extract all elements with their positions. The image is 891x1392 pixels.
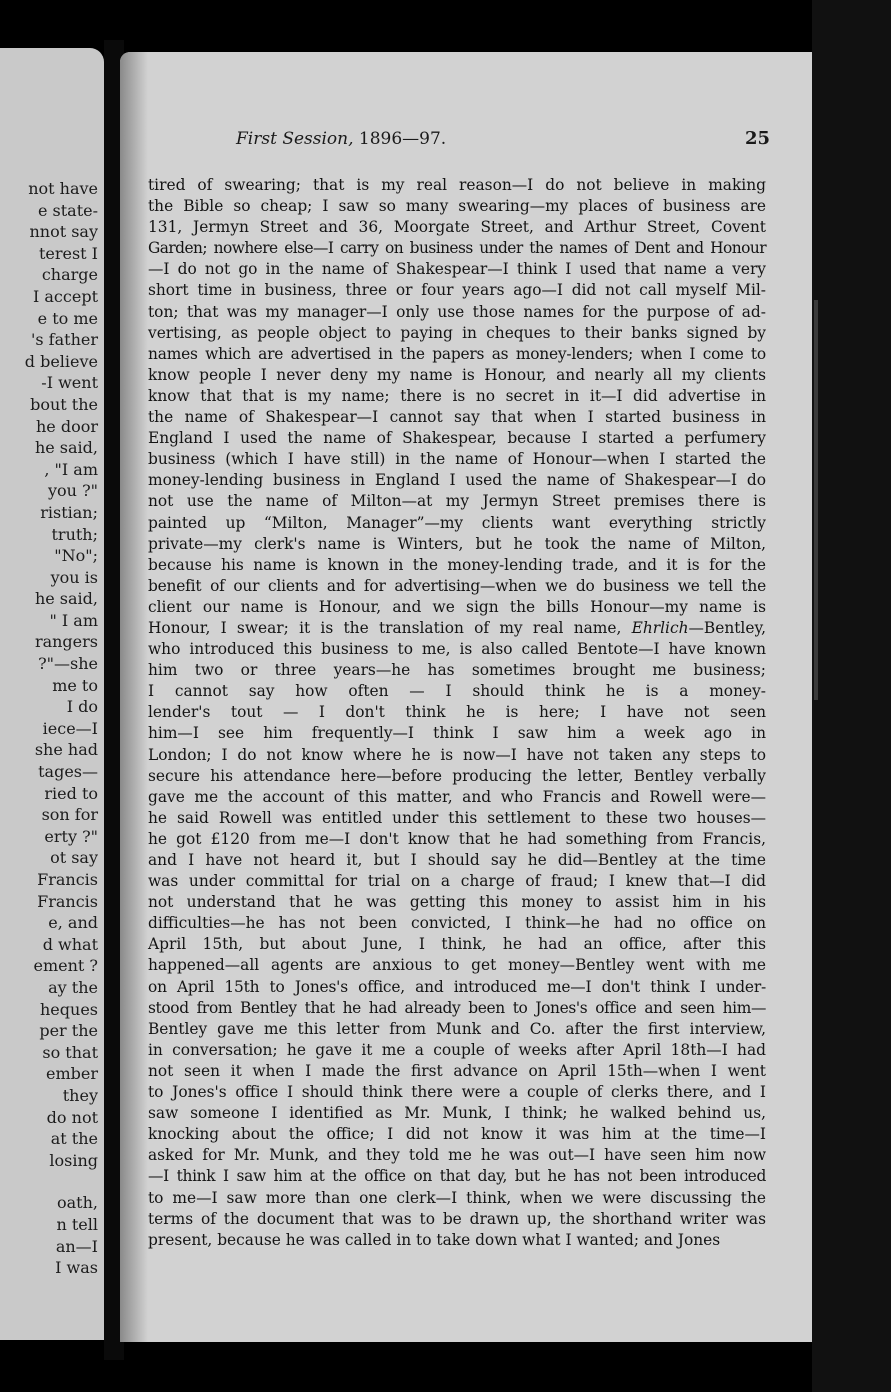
left-page: [0, 48, 104, 1340]
text-line: him two or three years—he has sometimes brought me business;: [148, 661, 766, 680]
text-line: Bentley gave me this letter from Munk and Co. after the first interview,: [148, 1019, 766, 1038]
page-edge-highlight: [814, 300, 818, 700]
left-line: oath,: [57, 1193, 98, 1213]
left-line: you ?": [48, 481, 98, 501]
text-line: in conversation; he gave it me a couple of weeks after April 18th—I had: [148, 1040, 766, 1059]
left-line: e state-: [37, 200, 98, 220]
page-edge-shadow: [812, 0, 891, 1392]
left-line: do not: [46, 1107, 98, 1127]
left-line: terest I: [38, 243, 98, 263]
spine-shadow: [120, 52, 148, 1342]
text-line: vertising, as people object to paying in cheques to their banks signed by: [148, 323, 766, 342]
text-line: painted up “Milton, Manager”—my clients want everything strictly: [148, 513, 766, 532]
text-line: I cannot say how often — I should think he is a money-: [148, 682, 766, 701]
text-line: not seen it when I made the first advance on April 15th—when I went: [148, 1061, 766, 1080]
left-line: ?"—she: [38, 654, 98, 674]
text-line: April 15th, but about June, I think, he had an office, after this: [148, 935, 766, 954]
left-line: , "I am: [44, 459, 98, 479]
left-line: tages—: [38, 762, 98, 782]
text-line: who introduced this business to me, is also called Bentote—I have known: [148, 640, 766, 659]
text-line: know people I never deny my name is Honour, and nearly all my clients: [148, 365, 766, 384]
text-line: terms of the document that was to be drawn up, the shorthand writer was: [148, 1209, 766, 1228]
left-line: nnot say: [29, 222, 98, 242]
left-line: heques: [40, 999, 98, 1019]
text-line: Honour, I swear; it is the translation of my real name, Ehrlich—Bentley,: [148, 618, 766, 637]
text-line: not use the name of Milton—at my Jermyn Street premises there is: [148, 492, 766, 511]
left-line: charge: [41, 265, 98, 285]
italic-name: Ehrlich: [631, 618, 689, 637]
text-line: him—I see him frequently—I think I saw him a week ago in: [148, 724, 766, 743]
text-line: benefit of our clients and for advertising—when we do business we tell the: [148, 576, 766, 595]
left-line: d what: [42, 934, 98, 954]
text-line: on April 15th to Jones's office, and introduced me—I don't think I under-: [148, 977, 766, 996]
left-line: son for: [41, 805, 98, 825]
text-line: Garden; nowhere else—I carry on business under the names of Dent and Honour: [148, 239, 766, 258]
left-line: at the: [50, 1129, 98, 1149]
left-line: e to me: [37, 308, 98, 328]
text-line: client our name is Honour, and we sign the bills Honour—my name is: [148, 597, 766, 616]
left-line: bout the: [30, 394, 98, 414]
page-number: 25: [745, 128, 771, 149]
text-line: saw someone I identified as Mr. Munk, I think; he walked behind us,: [148, 1104, 766, 1123]
running-head-title: First Session,: [236, 129, 354, 149]
text-line: short time in business, three or four years ago—I did not call myself Mil-: [148, 281, 766, 300]
left-line: you is: [50, 567, 98, 587]
left-line: rangers: [34, 632, 98, 652]
text-line: 131, Jermyn Street and 36, Moorgate Street, and Arthur Street, Covent: [148, 218, 766, 237]
left-line: ement ?: [33, 956, 98, 976]
text-line: he said Rowell was entitled under this settlement to these two houses—: [148, 808, 766, 827]
text-line: —I do not go in the name of Shakespear—I think I used that name a very: [148, 260, 766, 279]
text-line: England I used the name of Shakespear, because I started a perfumery: [148, 429, 766, 448]
left-line: e, and: [48, 913, 98, 933]
text-line: the name of Shakespear—I cannot say that when I started business in: [148, 408, 766, 427]
text-line: names which are advertised in the papers as money-lenders; when I come to: [148, 344, 766, 363]
left-line: truth;: [51, 524, 98, 544]
left-line: 's father: [30, 330, 98, 350]
text-line: present, because he was called in to take down what I wanted; and Jones: [148, 1230, 721, 1249]
left-line: per the: [39, 1021, 98, 1041]
text-line: asked for Mr. Munk, and they told me he was out—I have seen him now: [148, 1146, 766, 1165]
left-line: n tell: [56, 1214, 98, 1234]
text-line: tired of swearing; that is my real reason—I do not believe in making: [148, 176, 766, 194]
left-line: Francis: [37, 870, 98, 889]
text-line: gave me the account of this matter, and who Francis and Rowell were—: [148, 787, 766, 806]
left-line: erty ?": [44, 826, 98, 846]
left-line: ristian;: [40, 502, 98, 522]
left-line: -I went: [41, 373, 98, 393]
left-line: not have: [28, 179, 98, 198]
left-line: an—I: [55, 1236, 98, 1256]
left-line: "No";: [54, 546, 98, 566]
text-line: money-lending business in England I used the name of Shakespear—I do: [148, 471, 766, 490]
text-line: and I have not heard it, but I should say he did—Bentley at the time: [148, 851, 766, 869]
left-line: iece—I: [42, 718, 98, 738]
left-line: he door: [35, 416, 98, 436]
text-line: —I think I saw him at the office on that day, but he has not been introduced: [148, 1167, 766, 1186]
left-line: ember: [46, 1064, 98, 1084]
left-line: I do: [66, 697, 98, 717]
left-line: Francis: [37, 891, 98, 911]
text-line: was under committal for trial on a charge of fraud; I knew that—I did: [148, 872, 766, 891]
text-line: secure his attendance here—before producing the letter, Bentley verbally: [148, 766, 766, 785]
text-line: difficulties—he has not been convicted, I think—he had no office on: [148, 914, 766, 933]
left-line: me to: [52, 675, 98, 695]
left-line: ried to: [44, 783, 98, 803]
left-line: ay the: [48, 977, 98, 997]
left-line: they: [62, 1085, 98, 1105]
text-line: ton; that was my manager—I only use those names for the purpose of ad-: [148, 302, 766, 321]
text-line: private—my clerk's name is Winters, but he took the name of Milton,: [148, 534, 766, 553]
text-line: know that that is my name; there is no secret in it—I did advertise in: [148, 386, 766, 405]
running-head-years: 1896—97.: [358, 129, 447, 149]
text-line: stood from Bentley that he had already been to Jones's office and seen him—: [148, 998, 766, 1017]
text-line: happened—all agents are anxious to get money—Bentley went with me: [148, 956, 766, 975]
left-line: " I am: [49, 610, 98, 630]
left-line: d believe: [24, 351, 98, 371]
left-line: ot say: [50, 848, 98, 868]
text-line: not understand that he was getting this money to assist him in his: [148, 893, 766, 912]
text-line: the Bible so cheap; I saw so many swearing—my places of business are: [148, 197, 766, 216]
text-line: because his name is known in the money-lending trade, and it is for the: [148, 555, 766, 574]
body-text: [148, 175, 766, 1251]
left-line: she had: [34, 740, 98, 760]
left-line: he said,: [34, 438, 98, 458]
left-line: losing: [49, 1150, 98, 1170]
text-line: to Jones's office I should think there were a couple of clerks there, and I: [148, 1083, 766, 1102]
text-line: to me—I saw more than one clerk—I think, when we were discussing the: [148, 1188, 766, 1207]
left-line: I was: [55, 1258, 98, 1278]
running-head: [236, 129, 446, 149]
left-line: so that: [42, 1042, 98, 1062]
text-line: business (which I have still) in the name of Honour—when I started the: [148, 450, 766, 469]
left-line: I accept: [32, 286, 98, 306]
text-line: he got £120 from me—I don't know that he had something from Francis,: [148, 829, 766, 848]
text-line: knocking about the office; I did not know it was him at the time—I: [148, 1125, 766, 1144]
text-line: lender's tout — I don't think he is here; I have not seen: [148, 703, 766, 722]
left-page-text: [25, 178, 98, 1279]
left-line: he said,: [34, 589, 98, 609]
text-line: London; I do not know where he is now—I have not taken any steps to: [148, 745, 766, 764]
